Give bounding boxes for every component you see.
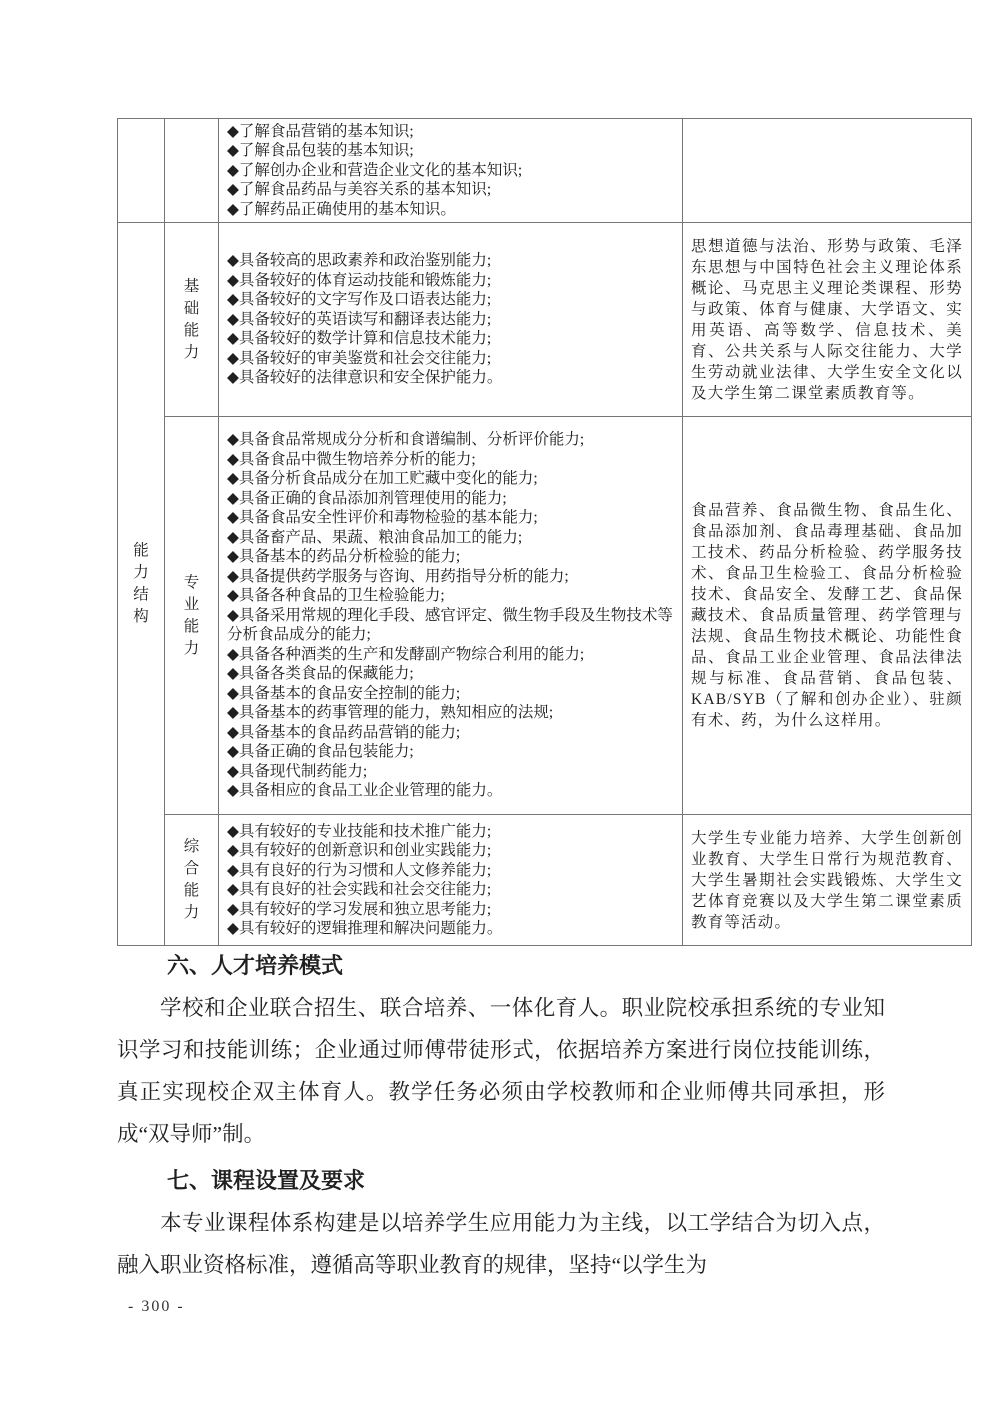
ability-item: ◆具备食品安全性评价和毒物检验的基本能力; [227, 509, 538, 527]
ability-item: ◆了解食品药品与美容关系的基本知识; [227, 181, 492, 199]
ability-group-cell [118, 223, 165, 946]
ability-items-cell [219, 119, 683, 223]
ability-item: ◆具备基本的药品分析检验的能力; [227, 548, 461, 566]
course-list-cell-empty [683, 119, 972, 223]
ability-item: ◆具备畜产品、果蔬、粮油食品加工的能力; [227, 528, 523, 546]
ability-item: ◆具备较好的法律意识和安全保护能力。 [227, 369, 503, 387]
table-row [118, 119, 972, 223]
ability-item: ◆具备较高的思政素养和政治鉴别能力; [227, 252, 492, 270]
ability-item: ◆具备相应的食品工业企业管理的能力。 [227, 782, 503, 800]
course-list-cell [683, 223, 972, 417]
ability-item: ◆具备较好的数学计算和信息技术能力; [227, 330, 492, 348]
course-list-cell [683, 815, 972, 946]
table-row [118, 223, 972, 417]
ability-type-cell-empty [165, 119, 219, 223]
ability-type-label: 综合能力 [183, 838, 200, 921]
ability-item: ◆具有良好的行为习惯和人文修养能力; [227, 861, 492, 879]
ability-item: ◆了解药品正确使用的基本知识。 [227, 200, 456, 218]
ability-item: ◆了解食品包装的基本知识; [227, 142, 414, 160]
ability-item-list [227, 430, 674, 801]
ability-structure-table [117, 118, 972, 946]
ability-item: ◆具备正确的食品包装能力; [227, 743, 414, 761]
ability-item-list [227, 251, 674, 388]
course-list-text: 食品营养、食品微生物、食品生化、食品添加剂、食品毒理基础、食品加工技术、药品分析检验、药学服务技术、食品卫生检验工、食品分析检验技术、食品安全、发酵工艺、食品保藏技术、食品质量管理、药学管理与法规、食品生物技术概论、功能性食品、食品工业企业管理、食品法律法规与标准、食品营销、食品包装、KAB/SYB（了解和创办企业）、驻颜有术、药，为什么这样用。 [691, 502, 963, 729]
ability-item: ◆具备较好的审美鉴赏和社会交往能力; [227, 349, 492, 367]
ability-item: ◆具备基本的食品安全控制的能力; [227, 684, 461, 702]
ability-item-list [227, 122, 674, 220]
ability-group-label: 能力结构 [133, 542, 149, 625]
page-number: - 300 - [128, 1298, 185, 1315]
paragraph-talent-model: 学校和企业联合招生、联合培养、一体化育人。职业院校承担系统的专业知识学习和技能训练；企业通过师傅带徒形式，依据培养方案进行岗位技能训练，真正实现校企双主体育人。教学任务必须由学校教师和企业师傅共同承担，形成“双导师”制。 [117, 996, 885, 1146]
table-row [118, 815, 972, 946]
ability-item: ◆具备较好的文字写作及口语表达能力; [227, 291, 492, 309]
ability-item: ◆具有较好的创新意识和创业实践能力; [227, 842, 492, 859]
ability-item-list [227, 822, 674, 939]
ability-items-cell [219, 223, 683, 417]
ability-item: ◆具备正确的食品添加剂管理使用的能力; [227, 489, 507, 507]
ability-item: ◆具备基本的药事管理的能力，熟知相应的法规; [227, 704, 554, 722]
paragraph-curriculum: 本专业课程体系构建是以培养学生应用能力为主线，以工学结合为切入点，融入职业资格标准，遵循高等职业教育的规律，坚持“以学生为 [117, 1211, 885, 1277]
ability-item: ◆具有较好的学习发展和独立思考能力; [227, 900, 492, 918]
ability-item: ◆具备食品常规成分分析和食谱编制、分析评价能力; [227, 431, 585, 449]
ability-type-cell [165, 815, 219, 946]
ability-type-cell [165, 417, 219, 815]
body-content [117, 948, 885, 1294]
ability-items-cell [219, 417, 683, 815]
course-list-text: 大学生专业能力培养、大学生创新创业教育、大学生日常行为规范教育、大学生暑期社会实践锻炼、大学生文艺体育竞赛以及大学生第二课堂素质教育等活动。 [691, 829, 963, 931]
ability-item: ◆具备各种食品的卫生检验能力; [227, 587, 445, 605]
ability-item: ◆具备食品中微生物培养分析的能力; [227, 450, 476, 468]
section-heading-curriculum: 七、课程设置及要求 [167, 1168, 366, 1193]
ability-type-label: 专业能力 [183, 573, 200, 657]
ability-item: ◆了解食品营销的基本知识; [227, 122, 414, 140]
ability-item: ◆具备现代制药能力; [227, 762, 368, 780]
ability-item: ◆具备较好的英语读写和翻译表达能力; [227, 310, 492, 328]
course-list-cell [683, 417, 972, 815]
ability-item: ◆具备基本的食品药品营销的能力; [227, 723, 461, 741]
ability-item: ◆具备较好的体育运动技能和锻炼能力; [227, 271, 492, 289]
ability-group-cell-empty [118, 119, 165, 223]
section-heading-talent-model: 六、人才培养模式 [167, 953, 344, 978]
ability-item: ◆具备各类食品的保藏能力; [227, 665, 414, 683]
ability-item: ◆具备采用常规的理化手段、感官评定、微生物手段及生物技术等分析食品成分的能力; [227, 606, 673, 644]
ability-type-cell [165, 223, 219, 417]
ability-item: ◆具备各种酒类的生产和发酵副产物综合利用的能力; [227, 645, 585, 663]
ability-item: ◆具备提供药学服务与咨询、用药指导分析的能力; [227, 567, 569, 585]
ability-item: ◆具有良好的社会实践和社会交往能力; [227, 881, 492, 898]
ability-item: ◆了解创办企业和营造企业文化的基本知识; [227, 161, 523, 179]
ability-type-label: 基础能力 [183, 277, 200, 361]
course-list-text: 思想道德与法治、形势与政策、毛泽东思想与中国特色社会主义理论体系概论、马克思主义理论类课程、形势与政策、体育与健康、大学语文、实用英语、高等数学、信息技术、美育、公共关系与人际交往能力、大学生劳动就业法律、大学生安全文化以及大学生第二课堂素质教育等。 [691, 237, 963, 402]
ability-items-cell [219, 815, 683, 946]
ability-item: ◆具备分析食品成分在加工贮藏中变化的能力; [227, 470, 538, 488]
ability-item: ◆具有较好的逻辑推理和解决问题能力。 [227, 920, 503, 937]
table-row [118, 417, 972, 815]
ability-item: ◆具有较好的专业技能和技术推广能力; [227, 822, 492, 840]
